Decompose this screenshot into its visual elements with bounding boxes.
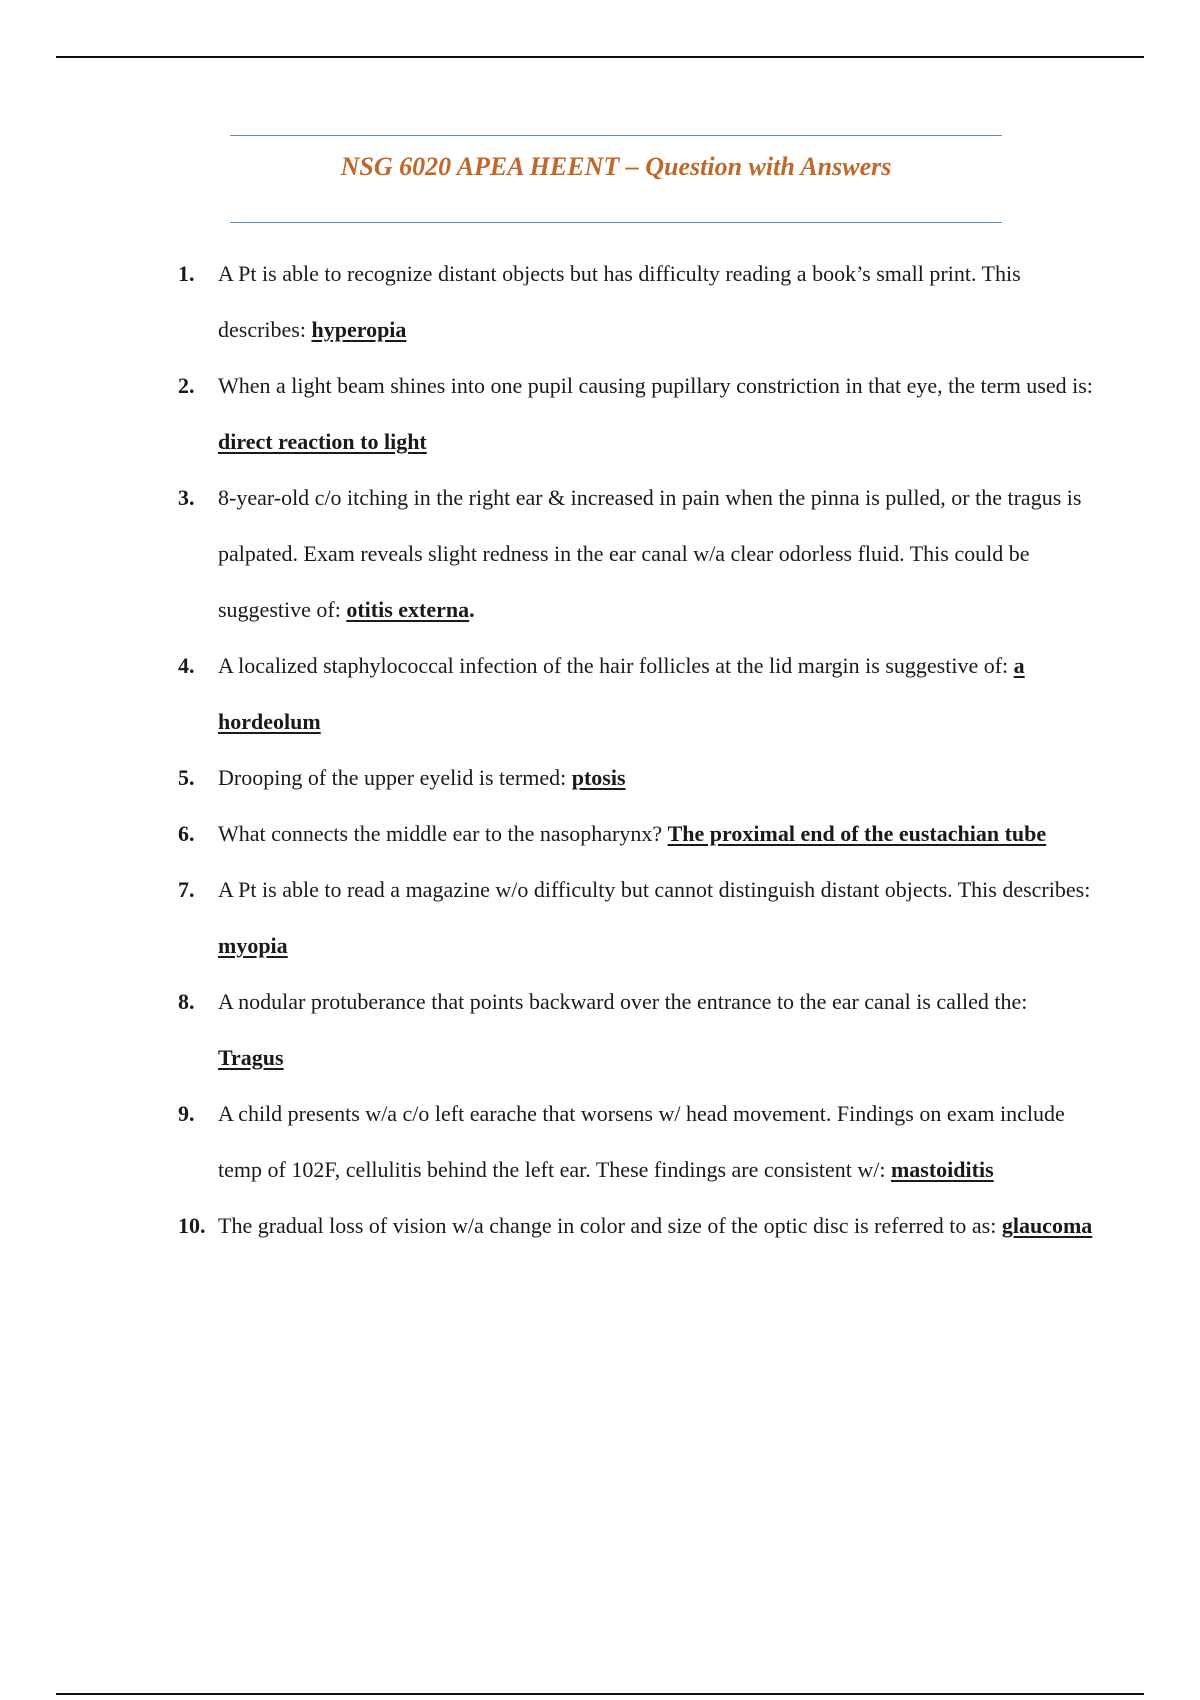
question-text: 8-year-old c/o itching in the right ear & increased in pain when the pinna is pulled, or the tragus is palpated. Exam reveals slight redness in the ear canal w/a clear odorless fluid. This could be suggestive of:	[218, 485, 1082, 622]
question-number: 8.	[178, 989, 195, 1014]
question-number: 10.	[178, 1213, 206, 1238]
answer-text: hyperopia	[311, 317, 407, 342]
answer-text: mastoiditis	[890, 1157, 994, 1182]
question-list	[178, 246, 1098, 1254]
answer-text: myopia	[218, 933, 288, 958]
title-lower-rule	[230, 222, 1002, 223]
question-item-4	[178, 638, 1098, 750]
page-bottom-rule	[56, 1693, 1144, 1695]
question-text: When a light beam shines into one pupil causing pupillary constriction in that eye, the term used is:	[218, 373, 1093, 398]
question-number: 5.	[178, 765, 195, 790]
question-text: A localized staphylococcal infection of the hair follicles at the lid margin is suggestive of:	[218, 653, 1014, 678]
question-item-7	[178, 862, 1098, 974]
question-item-1	[178, 246, 1098, 358]
question-number: 4.	[178, 653, 195, 678]
question-item-10	[178, 1198, 1098, 1254]
answer-text: a hordeolum	[218, 653, 1025, 734]
question-number: 7.	[178, 877, 195, 902]
question-text: The gradual loss of vision w/a change in color and size of the optic disc is referred to as:	[218, 1213, 1002, 1238]
answer-text: direct reaction to light	[218, 429, 427, 454]
question-item-6	[178, 806, 1098, 862]
title-upper-rule	[230, 135, 1002, 136]
question-item-2	[178, 358, 1098, 470]
question-number: 3.	[178, 485, 195, 510]
answer-text: otitis externa	[346, 597, 470, 622]
question-text: A Pt is able to recognize distant objects but has difficulty reading a book’s small print. This describes:	[218, 261, 1021, 342]
question-item-5	[178, 750, 1098, 806]
question-number: 1.	[178, 261, 195, 286]
question-number: 2.	[178, 373, 195, 398]
question-number: 6.	[178, 821, 195, 846]
question-text: A child presents w/a c/o left earache that worsens w/ head movement. Findings on exam include temp of 102F, cellulitis behind the left ear. These findings are consistent w/:	[218, 1101, 1065, 1182]
question-item-9	[178, 1086, 1098, 1198]
answer-text: glaucoma	[1001, 1213, 1093, 1238]
answer-text: ptosis	[571, 765, 626, 790]
answer-text: Tragus	[218, 1045, 284, 1070]
question-text: A nodular protuberance that points backward over the entrance to the ear canal is called the:	[218, 989, 1028, 1014]
page-top-rule	[56, 56, 1144, 58]
question-text: Drooping of the upper eyelid is termed:	[218, 765, 572, 790]
answer-suffix: .	[469, 597, 475, 622]
document-title: NSG 6020 APEA HEENT – Question with Answers	[340, 152, 892, 181]
question-text: A Pt is able to read a magazine w/o difficulty but cannot distinguish distant objects. This describes:	[218, 877, 1091, 902]
question-item-3	[178, 470, 1098, 638]
question-item-8	[178, 974, 1098, 1086]
answer-text: The proximal end of the eustachian tube	[667, 821, 1047, 846]
question-number: 9.	[178, 1101, 195, 1126]
question-text: What connects the middle ear to the nasopharynx?	[218, 821, 668, 846]
